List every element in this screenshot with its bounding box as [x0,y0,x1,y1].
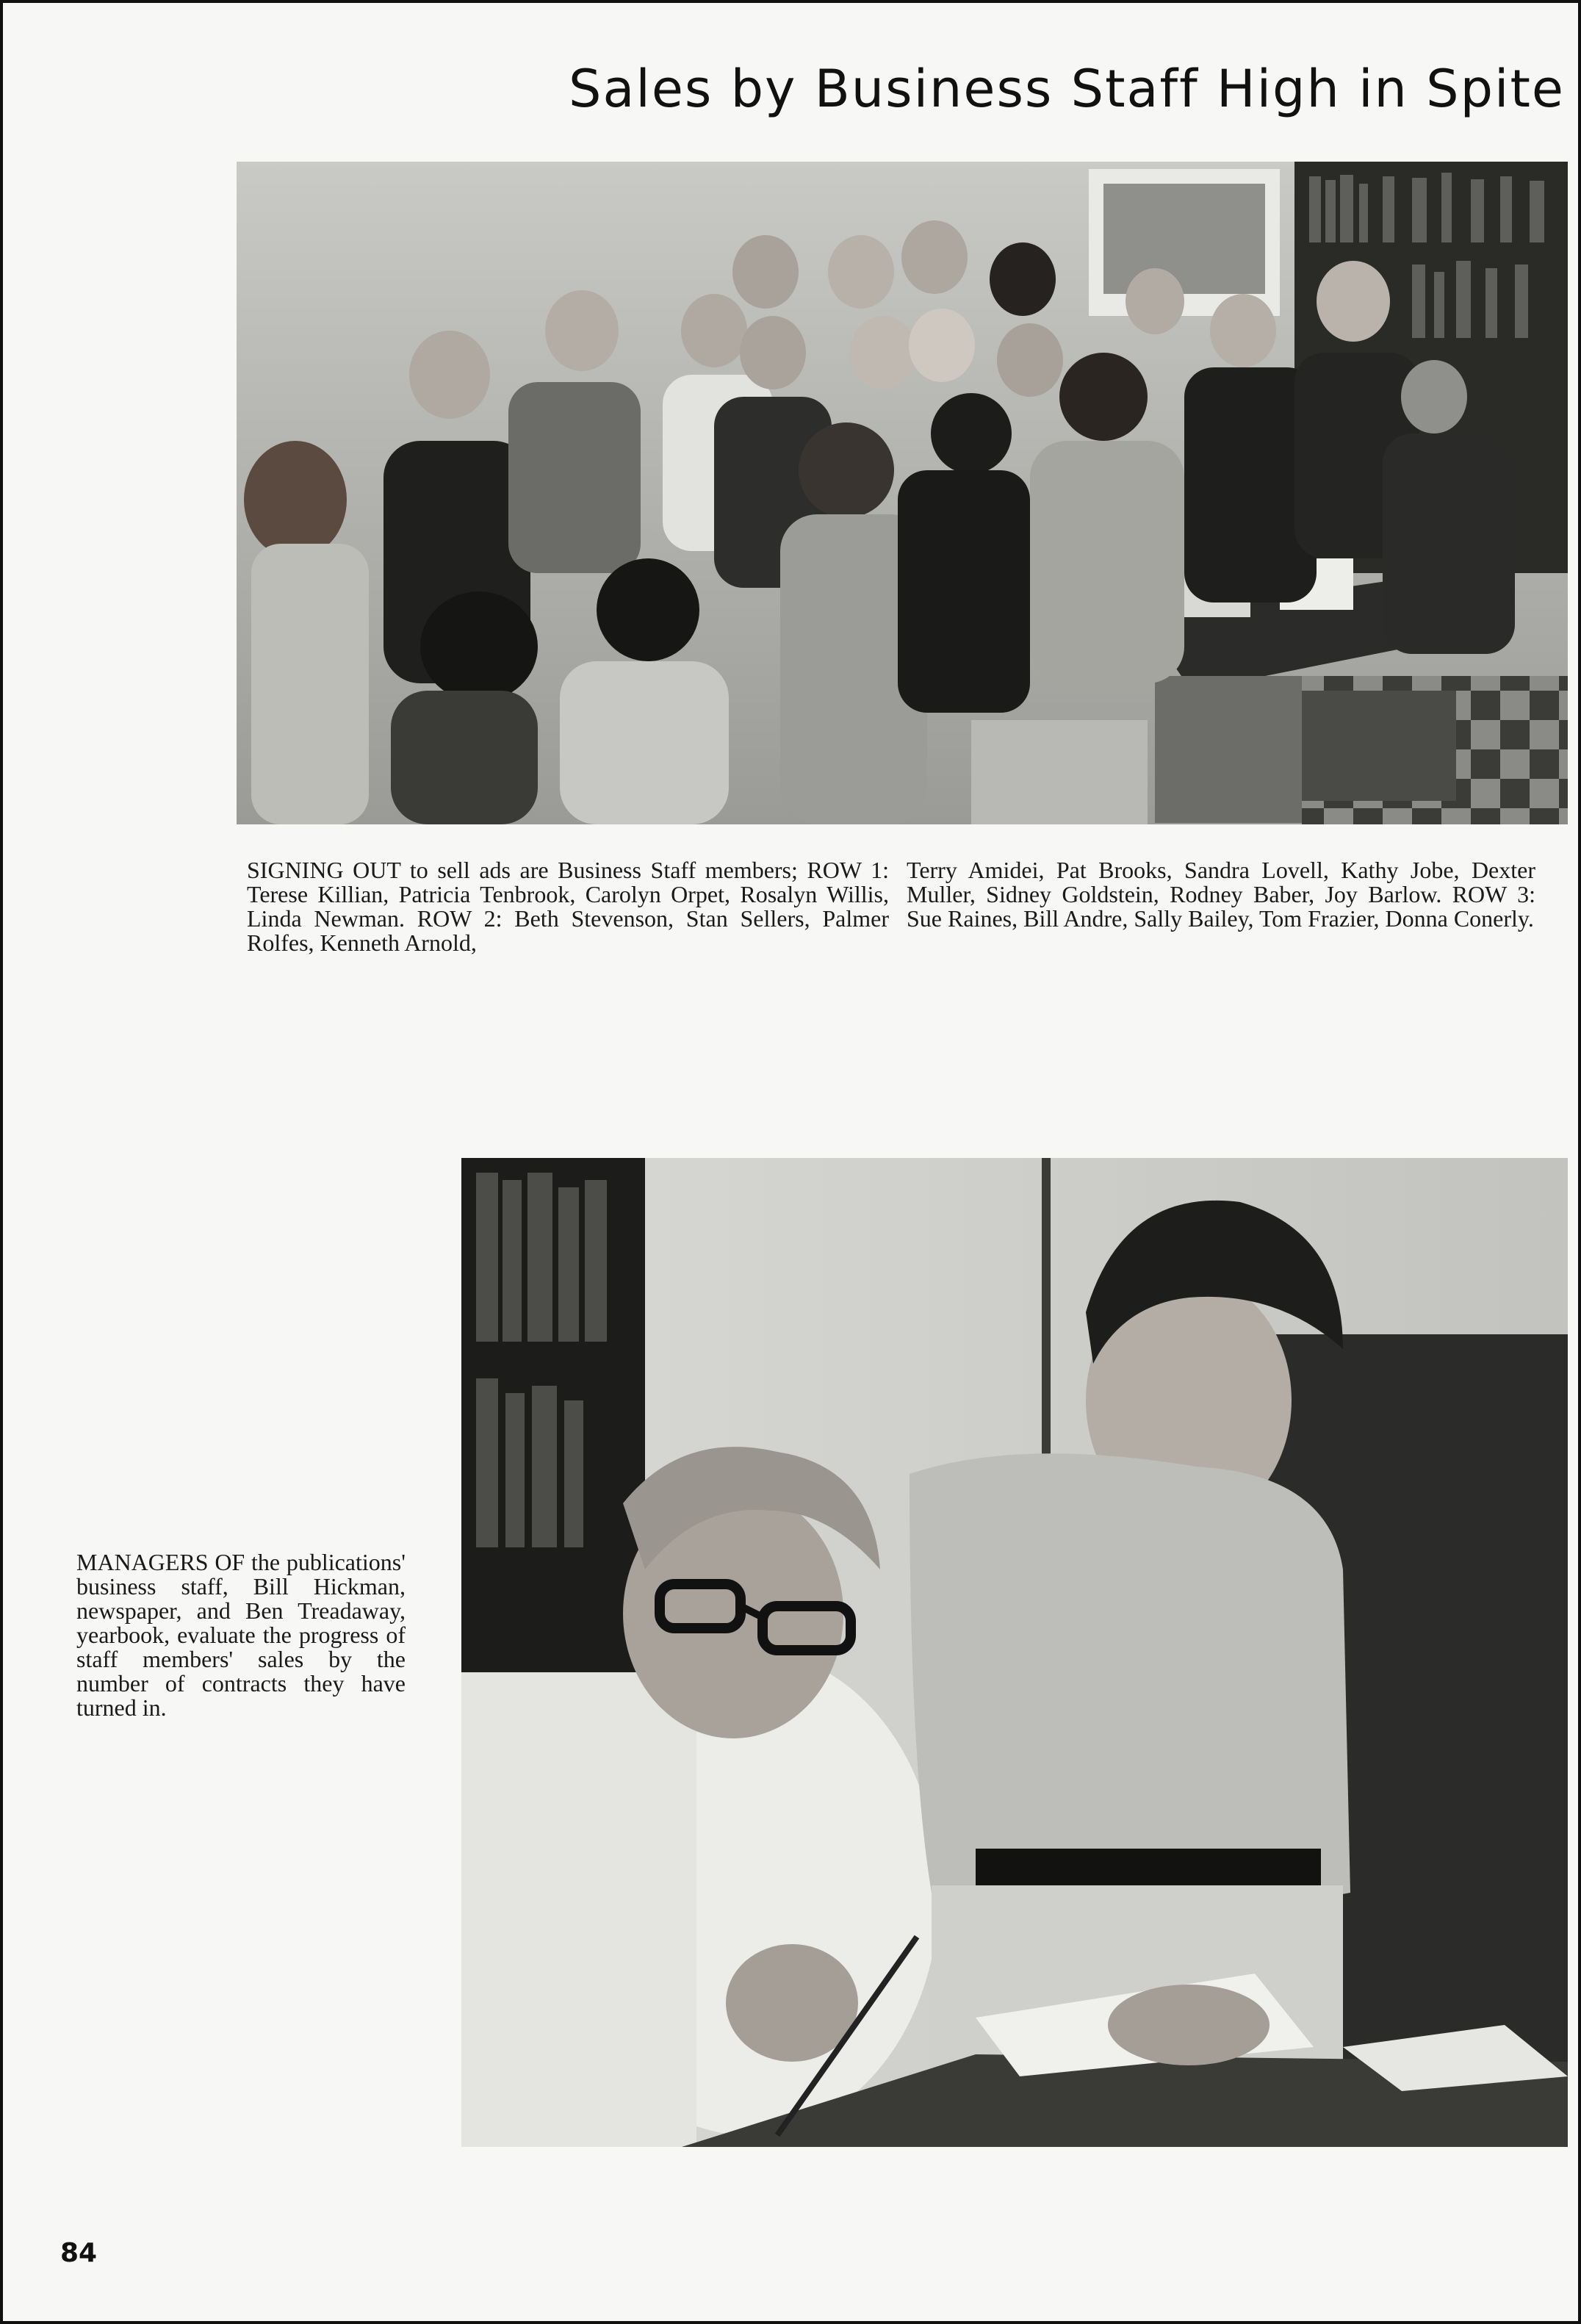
caption-signing-out-part-2: Terry Amidei, Pat Brooks, Sandra Lovell, Kathy Jobe, Dexter Muller, Sidney Goldstein, Rodney Baber, Joy Barlow. ROW 3: Sue Raines, Bill Andre, Sally Bailey, Tom Frazier, Donna Conerly. [907,857,1535,932]
managers-photo-illustration [461,1158,1568,2147]
caption-managers: MANAGERS OF the publications' business staff, Bill Hickman, newspaper, and Ben Treadaway, yearbook, evaluate the progress of staff members' sales by the number of contracts they have turned in. [76,1549,406,1721]
group-photo-illustration [237,162,1568,824]
group-photo-business-staff [237,162,1568,824]
managers-photo [461,1158,1568,2147]
caption-signing-out-part-1: SIGNING OUT to sell ads are Business Staff members; ROW 1: Terese Killian, Patricia Tenbrook, Carolyn Orpet, Rosalyn Willis, Linda Newman. ROW 2: Beth Stevenson, Stan Sellers, Palmer Rolfes, Kenneth Arnold, [247,857,889,956]
page-number: 84 [60,2238,98,2268]
page-title: Sales by Business Staff High in Spite [569,59,1565,119]
